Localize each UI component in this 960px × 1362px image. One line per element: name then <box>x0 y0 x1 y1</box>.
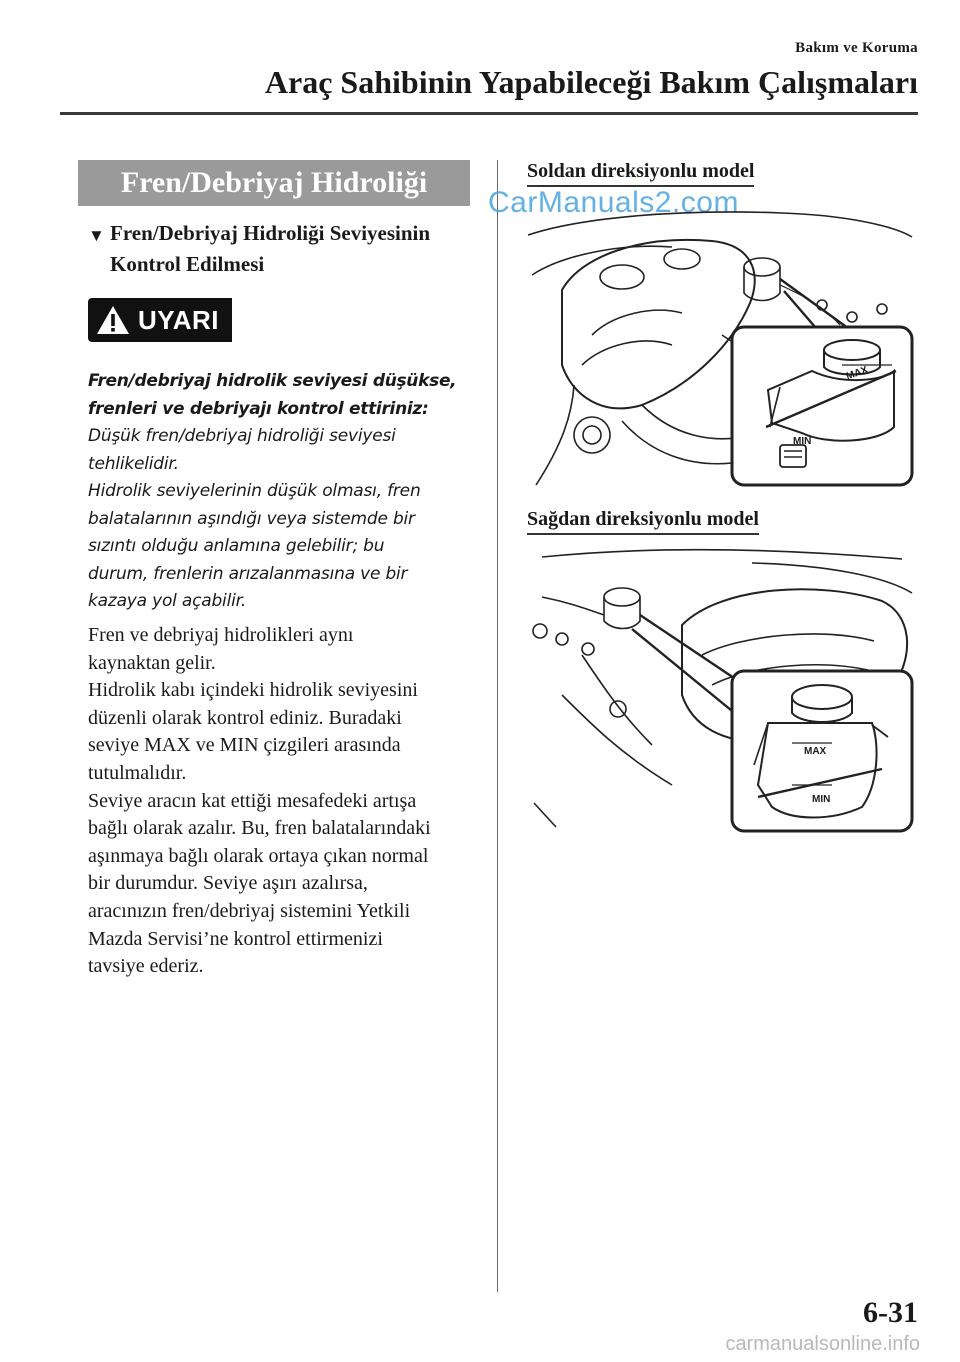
footer-watermark: carmanualsonline.info <box>725 1333 920 1355</box>
header-title: Araç Sahibinin Yapabileceği Bakım Çalışmaları <box>264 64 918 100</box>
body-line: Fren ve debriyaj hidrolikleri aynı <box>88 624 354 646</box>
body-line: kaynaktan gelir. <box>88 651 216 674</box>
body-line: düzenli olarak kontrol ediniz. Buradaki <box>88 706 402 729</box>
body-line: bir durumdur. Seviye aşırı azalırsa, <box>88 872 368 895</box>
warning-line: durum, frenlerin arızalanmasına ve bir <box>88 563 408 584</box>
warning-line: balatalarının aşındığı veya sistemde bir <box>88 508 415 529</box>
body-line: aracınızın fren/debriyaj sistemini Yetkili <box>88 899 411 922</box>
min-label-rhd: MIN <box>812 794 831 805</box>
body-line: tutulmalıdır. <box>88 761 187 784</box>
subheading <box>88 218 468 280</box>
warning-bold-line: frenleri ve debriyajı kontrol ettiriniz: <box>88 398 429 419</box>
body-line: Mazda Servisi’ne kontrol ettirmenizi <box>88 927 383 950</box>
warning-line: Hidrolik seviyelerinin düşük olması, fren <box>88 481 421 501</box>
figure-caption-rhd: Sağdan direksiyonlu model <box>527 508 759 535</box>
watermark-text: CarManuals2.com <box>488 186 739 219</box>
warning-bold-line: Fren/debriyaj hidrolik seviyesi düşükse, <box>88 371 457 391</box>
header-section-label: Bakım ve Koruma <box>795 40 918 56</box>
triangle-bullet-icon: ▼ <box>88 226 105 245</box>
body-line: aşınmaya bağlı olarak ortaya çıkan normal <box>88 844 429 867</box>
header-rule <box>60 112 918 115</box>
figure-caption-lhd: Soldan direksiyonlu model <box>527 160 754 187</box>
column-divider <box>497 160 498 1292</box>
warning-line: sızıntı olduğu anlamına gelebilir; bu <box>88 536 385 556</box>
body-line: seviye MAX ve MIN çizgileri arasında <box>88 734 401 757</box>
min-label-lhd: MIN <box>793 436 812 447</box>
body-text <box>88 622 478 981</box>
subheading-text: Fren/Debriyaj Hidroliği Seviyesinin Kontrol Edilmesi <box>110 221 431 276</box>
engine-bay-illustration-rhd <box>522 545 922 835</box>
warning-triangle-icon <box>96 305 130 335</box>
warning-line: kazaya yol açabilir. <box>88 591 247 611</box>
engine-bay-illustration-lhd <box>522 195 922 495</box>
section-banner: Fren/Debriyaj Hidroliği <box>78 160 470 206</box>
body-line: Hidrolik kabı içindeki hidrolik seviyesini <box>88 679 418 702</box>
max-label-rhd: MAX <box>804 746 827 757</box>
warning-line: tehlikelidir. <box>88 453 179 474</box>
max-label-lhd: MAX <box>844 364 870 383</box>
warning-text <box>88 368 468 616</box>
warning-badge <box>88 298 232 342</box>
body-line: Seviye aracın kat ettiği mesafedeki artışa <box>88 789 417 812</box>
warning-line: Düşük fren/debriyaj hidroliği seviyesi <box>88 426 396 446</box>
page-number: 6-31 <box>863 1296 918 1329</box>
warning-label: UYARI <box>138 304 220 335</box>
body-line: bağlı olarak azalır. Bu, fren balatalarındaki <box>88 817 431 840</box>
body-line: tavsiye ederiz. <box>88 955 204 978</box>
